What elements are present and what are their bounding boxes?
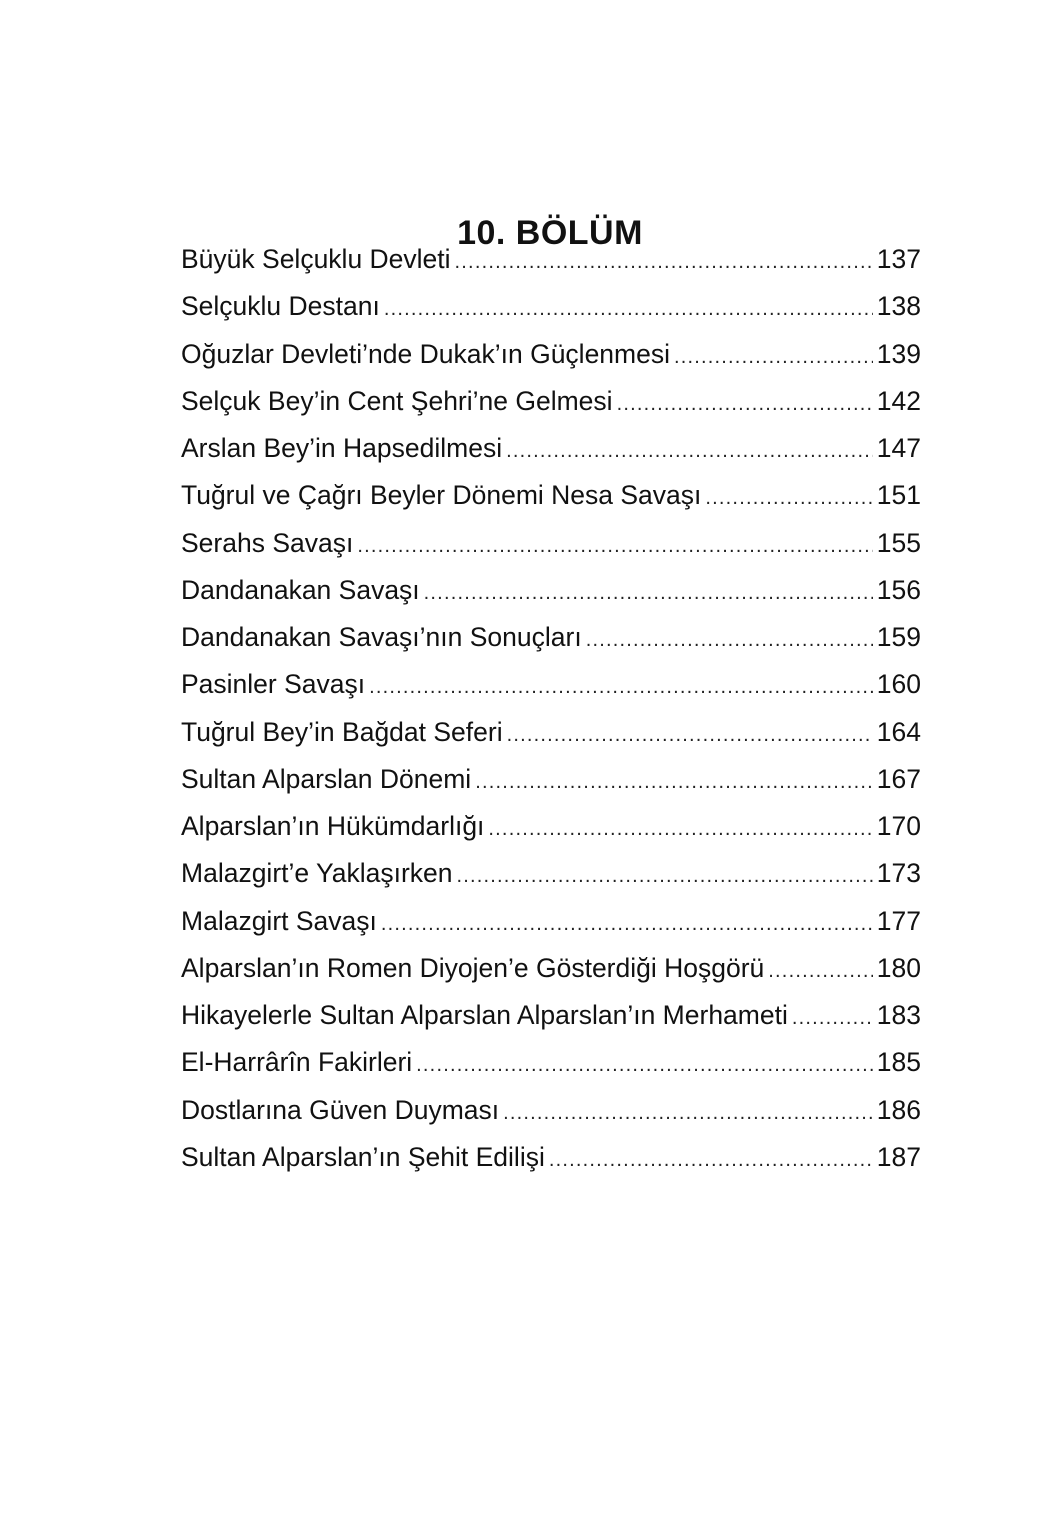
- toc-entry-title: Selçuklu Destanı: [181, 291, 380, 322]
- dot-leader: [488, 806, 872, 850]
- toc-entry-title: Dandanakan Savaşı’nın Sonuçları: [181, 622, 582, 652]
- dot-leader: [549, 1137, 873, 1181]
- toc-entry-page: 167: [876, 763, 921, 794]
- chapter-title: 10. BÖLÜM: [457, 213, 643, 252]
- toc-entry-title: Malazgirt’e Yaklaşırken: [181, 858, 453, 889]
- dot-leader: [416, 1042, 873, 1086]
- toc-entry-title: Büyük Selçuklu Devleti: [181, 244, 451, 274]
- toc-entry-page: 160: [876, 669, 921, 700]
- toc-entry: [181, 1134, 921, 1181]
- toc-entry: [181, 709, 921, 756]
- dot-leader: [617, 381, 873, 425]
- dot-leader: [475, 759, 873, 803]
- toc-entry-title: Tuğrul Bey’in Bağdat Seferi: [181, 716, 503, 747]
- toc-entry-title: Dandanakan Savaşı: [181, 574, 420, 605]
- toc-entry-page: 185: [876, 1047, 921, 1078]
- dot-leader: [507, 712, 873, 756]
- dot-leader: [586, 617, 873, 661]
- toc-entry: [181, 803, 921, 850]
- toc-entry-title: Pasinler Savaşı: [181, 669, 366, 700]
- toc-entry: [181, 236, 921, 283]
- dot-leader: [674, 334, 873, 378]
- toc-entry-page: 164: [876, 716, 921, 747]
- toc-entry: [181, 378, 921, 425]
- toc-entry: [181, 992, 921, 1039]
- toc-entry-title: Hikayelerle Sultan Alparslan Alparslan’ın Merhameti: [181, 1000, 788, 1030]
- dot-leader: [457, 853, 873, 897]
- dot-leader: [381, 901, 873, 945]
- dot-leader: [455, 239, 873, 283]
- dot-leader: [384, 286, 873, 330]
- toc-entry-page: 151: [876, 480, 921, 511]
- toc-entry-title: Alparslan’ın Romen Diyojen’e Gösterdiği Hoşgörü: [181, 952, 765, 983]
- toc-entry-title: Oğuzlar Devleti’nde Dukak’ın Güçlenmesi: [181, 338, 670, 369]
- dot-leader: [768, 948, 872, 992]
- dot-leader: [424, 570, 873, 614]
- toc-entry-page: 147: [876, 433, 921, 463]
- toc-entry-title: Selçuk Bey’in Cent Şehri’ne Gelmesi: [181, 385, 613, 416]
- toc-entry: [181, 567, 921, 614]
- toc-entry-page: 142: [876, 385, 921, 416]
- toc-entry-page: 170: [876, 811, 921, 841]
- dot-leader: [503, 1090, 873, 1134]
- toc-entry-title: Alparslan’ın Hükümdarlığı: [181, 811, 485, 841]
- toc-entry-page: 183: [876, 1000, 921, 1030]
- toc-entry-title: Malazgirt Savaşı: [181, 905, 377, 936]
- toc-entry: [181, 661, 921, 708]
- toc-entry-page: 155: [876, 527, 921, 558]
- toc-entry-page: 186: [876, 1094, 921, 1125]
- toc-entry-title: Serahs Savaşı: [181, 527, 354, 558]
- toc-entry: [181, 283, 921, 330]
- toc-entry: [181, 850, 921, 897]
- toc-entry-title: Sultan Alparslan Dönemi: [181, 763, 472, 794]
- toc-entry: [181, 1039, 921, 1086]
- toc-entry: [181, 1087, 921, 1134]
- toc-entry-page: 187: [876, 1141, 921, 1172]
- toc-entry: [181, 614, 921, 661]
- toc-entry: [181, 756, 921, 803]
- dot-leader: [792, 995, 873, 1039]
- toc-entry: [181, 945, 921, 992]
- dot-leader: [705, 475, 872, 519]
- toc-entry-page: 177: [876, 905, 921, 936]
- toc-entry-page: 173: [876, 858, 921, 889]
- toc-entry-page: 137: [876, 244, 921, 274]
- toc-entry-page: 180: [876, 952, 921, 983]
- toc-entry: [181, 898, 921, 945]
- table-of-contents: [181, 236, 921, 1181]
- toc-entry-page: 159: [876, 622, 921, 652]
- toc-entry-title: Tuğrul ve Çağrı Beyler Dönemi Nesa Savaşı: [181, 480, 702, 511]
- toc-entry-title: Arslan Bey’in Hapsedilmesi: [181, 433, 503, 463]
- toc-entry-page: 139: [876, 338, 921, 369]
- toc-entry-title: Dostlarına Güven Duyması: [181, 1094, 500, 1125]
- dot-leader: [369, 664, 873, 708]
- toc-entry-title: El-Harrârîn Fakirleri: [181, 1047, 413, 1078]
- toc-entry-page: 138: [876, 291, 921, 322]
- toc-entry: [181, 520, 921, 567]
- toc-entry-title: Sultan Alparslan’ın Şehit Edilişi: [181, 1141, 545, 1172]
- toc-entry: [181, 425, 921, 472]
- dot-leader: [357, 523, 872, 567]
- toc-entry: [181, 331, 921, 378]
- toc-entry-page: 156: [876, 574, 921, 605]
- dot-leader: [506, 428, 873, 472]
- toc-entry: [181, 472, 921, 519]
